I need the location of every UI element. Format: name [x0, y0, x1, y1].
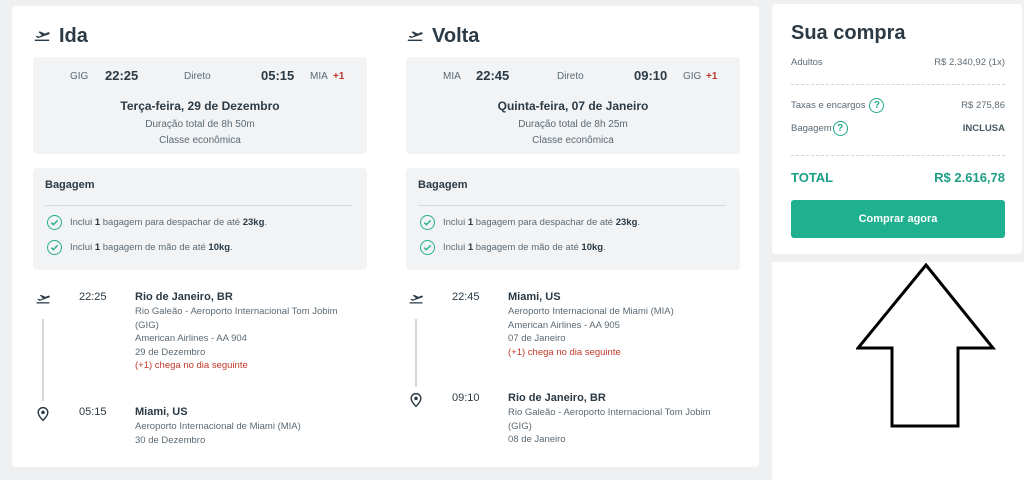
leg-airport: Aeroporto Internacional de Miami (MIA) — [135, 421, 301, 432]
leg-date: 08 de Janeiro — [508, 434, 566, 445]
origin-code: MIA — [443, 71, 461, 82]
leg-time: 22:25 — [79, 291, 107, 303]
flights-card — [12, 6, 759, 467]
next-day-note: (+1) chega no dia seguinte — [135, 360, 248, 371]
baggage-item-carry-on — [47, 238, 233, 256]
leg-date: 30 de Dezembro — [135, 434, 206, 446]
purchase-title: Sua compra — [791, 22, 906, 44]
baggage-value: INCLUSA — [962, 122, 1005, 134]
leg-time: 09:10 — [452, 392, 480, 404]
departure-time: 22:45 — [476, 68, 510, 83]
timeline-line — [42, 319, 44, 401]
leg-airport: Rio Galeão - Aeroporto Internacional Tom Jobim (GIG) — [508, 407, 711, 432]
leg-airport: Aeroporto Internacional de Miami (MIA) — [508, 306, 674, 317]
baggage-item-text: Inclui 1 bagagem para despachar de até 23kg. — [70, 216, 268, 228]
adults-value: R$ 2.340,92 (1x) — [934, 56, 1005, 68]
leg-flight: American Airlines - AA 905 — [508, 319, 620, 331]
adults-label: Adultos — [791, 56, 823, 68]
outbound-route-row — [33, 68, 367, 86]
outbound-summary — [33, 57, 367, 154]
leg-city: Miami, US — [135, 406, 188, 418]
up-arrow-icon — [856, 263, 996, 428]
location-pin-icon — [35, 406, 51, 422]
arrival-time: 09:10 — [634, 68, 668, 83]
leg-city: Rio de Janeiro, BR — [508, 392, 606, 404]
leg-details — [135, 420, 355, 447]
check-circle-icon — [47, 240, 62, 255]
return-header — [406, 22, 479, 50]
plus-day-badge: +1 — [333, 71, 345, 82]
adults-row — [791, 54, 1005, 70]
taxes-value: R$ 275,86 — [961, 99, 1005, 111]
leg-city: Rio de Janeiro, BR — [135, 291, 233, 303]
baggage-item-text: Inclui 1 bagagem para despachar de até 23kg. — [443, 216, 641, 228]
help-icon[interactable]: ? — [833, 121, 848, 136]
return-baggage — [406, 168, 740, 270]
taxes-row — [791, 97, 1005, 113]
outbound-title: Ida — [59, 24, 88, 47]
leg-city: Miami, US — [508, 291, 561, 303]
baggage-title: Bagagem — [45, 179, 95, 191]
plane-takeoff-icon — [33, 27, 51, 45]
divider — [791, 84, 1005, 85]
plane-takeoff-icon — [408, 291, 424, 307]
leg-flight: American Airlines - AA 904 — [135, 333, 247, 344]
divider — [45, 205, 353, 206]
outbound-baggage — [33, 168, 367, 270]
leg-details — [135, 305, 355, 373]
check-circle-icon — [47, 215, 62, 230]
baggage-row — [791, 120, 1005, 136]
leg-time: 22:45 — [452, 291, 480, 303]
plane-takeoff-icon — [406, 27, 424, 45]
total-value: R$ 2.616,78 — [934, 170, 1005, 185]
check-circle-icon — [420, 240, 435, 255]
divider — [418, 205, 726, 206]
leg-time: 05:15 — [79, 406, 107, 418]
flight-date: Quinta-feira, 07 de Janeiro — [497, 99, 649, 113]
baggage-title: Bagagem — [418, 179, 468, 191]
return-title: Volta — [432, 24, 480, 47]
origin-code: GIG — [70, 71, 89, 82]
help-icon[interactable]: ? — [869, 98, 884, 113]
taxes-label: Taxas e encargos — [791, 99, 866, 111]
baggage-item-text: Inclui 1 bagagem de mão de até 10kg. — [70, 241, 233, 253]
leg-details — [508, 406, 728, 447]
leg-airport: Rio Galeão - Aeroporto Internacional Tom Jobim (GIG) — [135, 306, 338, 331]
next-day-note: (+1) chega no dia seguinte — [508, 346, 621, 358]
cabin-class: Classe econômica — [159, 135, 241, 146]
return-summary — [406, 57, 740, 154]
plane-takeoff-icon — [35, 291, 51, 307]
departure-time: 22:25 — [105, 68, 139, 83]
leg-date: 29 de Dezembro — [135, 346, 206, 358]
location-pin-icon — [408, 392, 424, 408]
stop-type: Direto — [557, 71, 584, 82]
baggage-item-carry-on — [420, 238, 606, 256]
leg-date: 07 de Janeiro — [508, 333, 566, 344]
return-route-row — [406, 68, 740, 86]
destination-code: GIG — [683, 71, 702, 82]
baggage-item-checked — [420, 213, 640, 231]
flight-date: Terça-feira, 29 de Dezembro — [120, 99, 280, 113]
total-row — [791, 170, 1005, 185]
baggage-item-checked — [47, 213, 267, 231]
arrival-time: 05:15 — [261, 68, 295, 83]
outbound-header — [33, 22, 88, 50]
flight-duration: Duração total de 8h 25m — [518, 119, 628, 130]
check-circle-icon — [420, 215, 435, 230]
stop-type: Direto — [184, 71, 211, 82]
cabin-class: Classe econômica — [532, 135, 614, 146]
plus-day-badge: +1 — [706, 71, 718, 82]
timeline-line — [415, 319, 417, 387]
divider — [791, 155, 1005, 156]
baggage-item-text: Inclui 1 bagagem de mão de até 10kg. — [443, 241, 606, 253]
total-label: TOTAL — [791, 170, 834, 185]
flight-duration: Duração total de 8h 50m — [145, 119, 255, 130]
leg-details — [508, 305, 728, 359]
baggage-label: Bagagem — [791, 122, 832, 134]
destination-code: MIA — [310, 71, 328, 82]
purchase-summary — [772, 4, 1022, 254]
buy-now-button[interactable]: Comprar agora — [791, 200, 1005, 238]
